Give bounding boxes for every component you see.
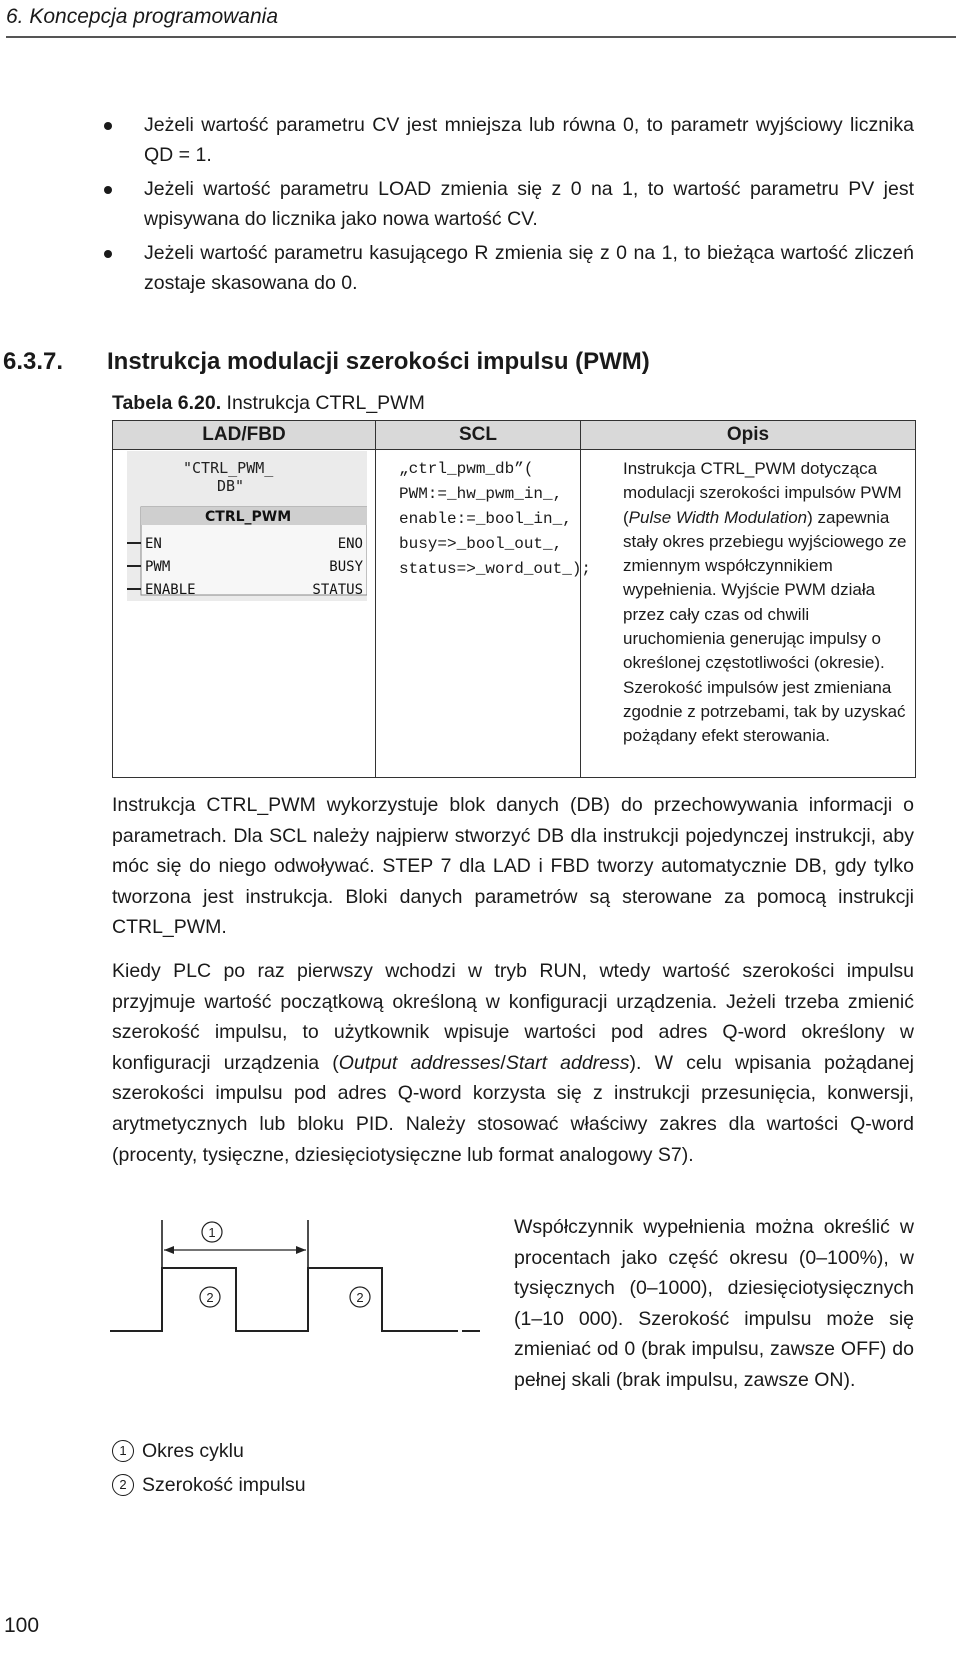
legend-item-1 (112, 1440, 244, 1463)
table-caption-text: Instrukcja CTRL_PWM (221, 392, 425, 414)
section-number: 6.3.7. (3, 348, 64, 375)
scl-line: busy=>_bool_out_, (399, 535, 563, 553)
legend-text: Okres cyklu (142, 1440, 244, 1462)
paragraph-duty-cycle: Współczynnik wypełnienia można określić w procentach jako część okresu (0–100%), w tysięcznych (0–1000), dziesięciotysięcznych (1–10 000). Szerokość impulsu może się zmieniać od 0 (brak impulsu, zawsze OFF) do pełnej skali (brak impulsu, zawsze ON). (514, 1216, 914, 1391)
marker-label: 2 (206, 1290, 214, 1305)
fbd-output-busy: BUSY (329, 559, 363, 575)
fbd-output-status: STATUS (312, 582, 363, 598)
fbd-output-eno: ENO (337, 536, 363, 552)
pwm-waveform-diagram (110, 1214, 490, 1344)
column-header-lad-fbd: LAD/FBD (113, 421, 375, 450)
legend-marker-icon: 2 (112, 1474, 134, 1496)
arrow-left-icon (164, 1246, 174, 1254)
legend-marker-icon: 1 (112, 1440, 134, 1462)
fbd-input-en: EN (145, 536, 162, 552)
fbd-block-title: CTRL_PWM (205, 509, 292, 525)
section-title: Instrukcja modulacji szerokości impulsu (PWM) (107, 348, 650, 375)
paragraph-italic-text: Output addresses (338, 1051, 501, 1074)
paragraph-run-mode (112, 956, 914, 1170)
ctrl-pwm-fbd-block-icon (127, 451, 367, 601)
scl-line: PWM:=_hw_pwm_in_, (399, 485, 563, 503)
legend-item-2 (112, 1474, 306, 1497)
opis-italic-text: Pulse Width Modulation (628, 507, 808, 527)
bullet-text: Jeżeli wartość parametru LOAD zmienia się z 0 na 1, to wartość parametru PV jest wpisywana do licznika jako nowa wartość CV. (144, 178, 914, 230)
column-header-scl: SCL (376, 421, 580, 450)
bullet-dot-icon (104, 186, 112, 194)
paragraph-italic-text: Start address (505, 1051, 630, 1074)
scl-line: status=>_word_out_); (399, 560, 592, 578)
column-divider (375, 421, 376, 777)
bullet-dot-icon (104, 122, 112, 130)
arrow-right-icon (296, 1246, 306, 1254)
opis-text: Instrukcja CTRL_PWM dotycząca modulacji szerokości impulsów PWM ( (623, 459, 902, 527)
scl-code (399, 457, 591, 582)
table-caption-number: Tabela 6.20. (112, 392, 222, 414)
page-number: 100 (4, 1614, 40, 1637)
scl-line: enable:=_bool_in_, (399, 510, 572, 528)
opis-text: ) zapewnia stały okres przebiegu wyjściowego ze zmiennym współczynnikiem wypełnienia. Wyjście PWM działa przez cały czas od chwili uruchomienia generując impulsy o określonej częstotliwości (okresie). Szerokość impulsów jest zmieniana zgodnie z potrzebami, tak by uzyskać pożądany efekt sterowania. (623, 507, 907, 746)
ctrl-pwm-table (112, 420, 916, 778)
fbd-input-pwm: PWM (145, 559, 171, 575)
paragraph-text: / (500, 1051, 506, 1074)
legend-text: Szerokość impulsu (142, 1474, 306, 1496)
fbd-input-enable: ENABLE (145, 582, 196, 598)
paragraph-text: Kiedy PLC po raz pierwszy wchodzi w tryb RUN, wtedy wartość szerokości impulsu przyjmuje wartość początkową określoną w konfiguracji urządzenia. Jeżeli trzeba zmienić szerokość impulsu, to użytkownik wpisuje wartości pod adres Q-word określony w konfiguracji urządzenia ( (112, 960, 914, 1074)
chapter-title: 6. Koncepcja programowania (6, 5, 278, 28)
column-header-opis: Opis (581, 421, 915, 450)
fbd-db-name: "CTRL_PWM_ (183, 459, 274, 477)
pwm-signal-line (110, 1268, 458, 1331)
bullet-dot-icon (104, 250, 112, 258)
marker-label: 2 (356, 1290, 364, 1305)
bullet-text: Jeżeli wartość parametru CV jest mniejsza lub równa 0, to parametr wyjściowy licznika QD = 1. (144, 114, 914, 166)
bullet-text: Jeżeli wartość parametru kasującego R zmienia się z 0 na 1, to bieżąca wartość zliczeń zostaje skasowana do 0. (144, 242, 914, 294)
fbd-db-name: DB" (217, 477, 245, 495)
paragraph-db: Instrukcja CTRL_PWM wykorzystuje blok danych (DB) do przechowywania informacji o parametrach. Dla SCL należy najpierw stworzyć DB dla instrukcji pojedynczej instrukcji, aby móc się do niego odwoływać. STEP 7 dla LAD i FBD tworzy automatycznie DB, gdy tylko tworzona jest instrukcja. Bloki danych parametrów są sterowane za pomocą instrukcji CTRL_PWM. (112, 794, 914, 939)
paragraph-text: ). W celu wpisania pożądanej szerokości impulsu pod adres Q-word korzysta się z instrukcji przesunięcia, konwersji, arytmetycznych lub bloku PID. Należy stosować właściwy zakres dla wartości Q-word (procenty, tysięczne, dziesięciotysięczne lub format analogowy S7). (112, 1051, 914, 1166)
page-header (6, 2, 956, 38)
scl-line: „ctrl_pwm_db”( (399, 460, 534, 478)
opis-description (623, 457, 911, 749)
marker-label: 1 (208, 1225, 216, 1240)
table-caption (112, 392, 425, 415)
